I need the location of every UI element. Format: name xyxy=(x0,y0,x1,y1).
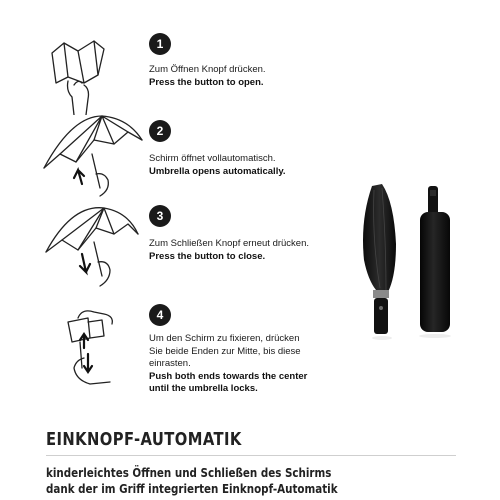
step-text-german: Zum Öffnen Knopf drücken. xyxy=(149,64,266,75)
closed-umbrella xyxy=(420,186,450,332)
feature-description-line-1: kinderleichtes Öffnen und Schließen des Schirms xyxy=(46,466,332,480)
folded-umbrella xyxy=(363,184,396,334)
step-text xyxy=(149,238,314,263)
step-text-german: Um den Schirm zu fixieren, drücken Sie beide Enden zur Mitte, bis diese einrasten. xyxy=(149,333,301,369)
step-text-english: Press the button to close. xyxy=(149,250,266,262)
step-number-badge: 3 xyxy=(149,205,171,227)
step-text xyxy=(149,153,314,178)
step-text-english: Push both ends towards the center until the umbrella locks. xyxy=(149,370,308,394)
hand-pressing-button-icon xyxy=(38,25,146,115)
step-text-german: Schirm öffnet vollautomatisch. xyxy=(149,153,276,164)
feature-description-line-2: dank der im Griff integrierten Einknopf-Automatik xyxy=(46,482,338,496)
hands-locking-umbrella-icon xyxy=(38,298,146,388)
step-text-english: Umbrella opens automatically. xyxy=(149,165,286,177)
feature-title: EINKNOPF-AUTOMATIK xyxy=(46,429,242,450)
step-number-badge: 2 xyxy=(149,120,171,142)
umbrella-product-photo xyxy=(352,180,464,345)
step-number-badge: 1 xyxy=(149,33,171,55)
step-number-badge: 4 xyxy=(149,304,171,326)
umbrella-closing-icon xyxy=(38,200,146,290)
step-text xyxy=(149,333,314,396)
umbrella-opening-icon xyxy=(38,110,146,200)
divider xyxy=(46,455,456,456)
step-text xyxy=(149,64,314,89)
step-text-german: Zum Schließen Knopf erneut drücken. xyxy=(149,238,310,249)
step-text-english: Press the button to open. xyxy=(149,76,264,88)
